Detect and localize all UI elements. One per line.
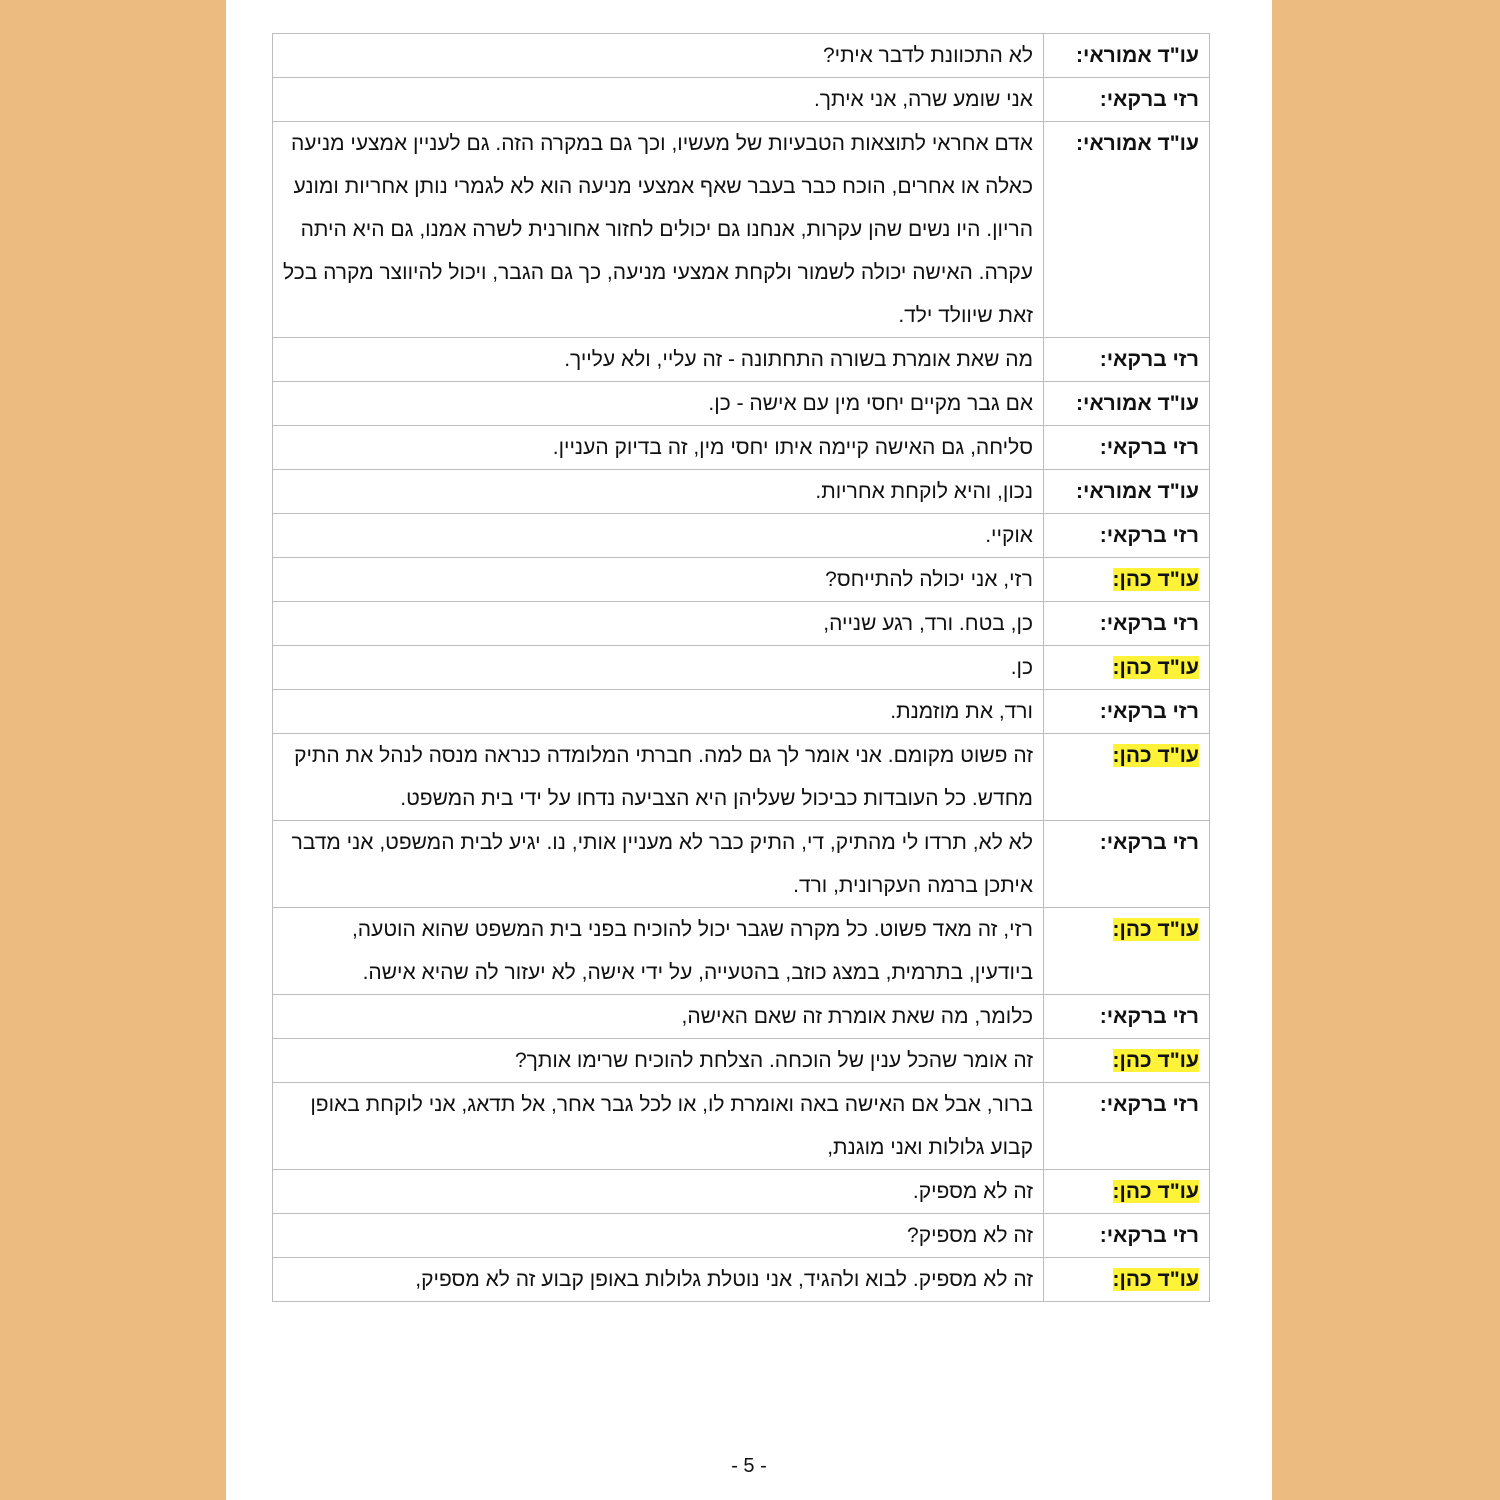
speaker-name: עו"ד אמוראי: [1076,132,1199,155]
speaker-cell [1044,646,1210,690]
transcript-row [273,514,1210,558]
speech-text: לא התכוונת לדבר איתי? [273,34,1044,78]
transcript-row [273,1214,1210,1258]
speech-text: אם גבר מקיים יחסי מין עם אישה - כן. [273,382,1044,426]
transcript-row [273,558,1210,602]
speech-text: אני שומע שרה, אני איתך. [273,78,1044,122]
document-page [226,0,1272,1500]
speech-text: ברור, אבל אם האישה באה ואומרת לו, או לכל גבר אחר, אל תדאג, אני לוקחת באופן קבוע גלולות ואני מוגנת, [273,1083,1044,1170]
speaker-name: רזי ברקאי: [1099,88,1199,111]
transcript-row [273,122,1210,338]
transcript-row [273,470,1210,514]
transcript-row [273,34,1210,78]
speaker-name: רזי ברקאי: [1099,1093,1199,1116]
speech-text: זה פשוט מקומם. אני אומר לך גם למה. חברתי המלומדה כנראה מנסה לנהל את התיק מחדש. כל העובדות כביכול שעליהן היא הצביעה נדחו על ידי בית המשפט. [273,734,1044,821]
speaker-name: עו"ד אמוראי: [1076,44,1199,67]
speaker-name: רזי ברקאי: [1099,612,1199,635]
speaker-cell [1044,1214,1210,1258]
speaker-cell [1044,78,1210,122]
speaker-name: עו"ד כהן: [1112,918,1199,941]
speech-text: סליחה, גם האישה קיימה איתו יחסי מין, זה בדיוק העניין. [273,426,1044,470]
speaker-cell [1044,558,1210,602]
speaker-name: עו"ד כהן: [1112,1049,1199,1072]
speech-text: מה שאת אומרת בשורה התחתונה - זה עליי, ולא עלייך. [273,338,1044,382]
speaker-name: רזי ברקאי: [1099,700,1199,723]
speaker-cell [1044,1258,1210,1302]
speaker-cell [1044,338,1210,382]
speaker-cell [1044,34,1210,78]
speaker-name: רזי ברקאי: [1099,348,1199,371]
speaker-cell [1044,995,1210,1039]
speech-text: כלומר, מה שאת אומרת זה שאם האישה, [273,995,1044,1039]
speaker-name: רזי ברקאי: [1099,831,1199,854]
transcript-row [273,908,1210,995]
speaker-cell [1044,382,1210,426]
speaker-cell [1044,1039,1210,1083]
speaker-cell [1044,1170,1210,1214]
transcript-row [273,690,1210,734]
speech-text: לא לא, תרדו לי מהתיק, די, התיק כבר לא מעניין אותי, נו. יגיע לבית המשפט, אני מדבר איתכן ברמה העקרונית, ורד. [273,821,1044,908]
speaker-cell [1044,426,1210,470]
transcript-row [273,995,1210,1039]
transcript-rows [273,34,1210,1302]
transcript-row [273,382,1210,426]
speaker-name: עו"ד כהן: [1112,744,1199,767]
speaker-name: עו"ד כהן: [1112,1268,1199,1291]
transcript-row [273,78,1210,122]
speech-text: זה לא מספיק. [273,1170,1044,1214]
transcript-row [273,426,1210,470]
transcript-row [273,1170,1210,1214]
speech-text: רזי, אני יכולה להתייחס? [273,558,1044,602]
transcript-row [273,1083,1210,1170]
transcript-row [273,1039,1210,1083]
speaker-name: עו"ד כהן: [1112,656,1199,679]
transcript-row [273,602,1210,646]
speaker-name: רזי ברקאי: [1099,1005,1199,1028]
transcript-row [273,646,1210,690]
speaker-name: עו"ד אמוראי: [1076,392,1199,415]
transcript-row [273,1258,1210,1302]
speaker-cell [1044,908,1210,995]
transcript-row [273,338,1210,382]
speech-text: כן. [273,646,1044,690]
page-number: - 5 - [731,1455,767,1477]
speaker-cell [1044,514,1210,558]
speaker-cell [1044,690,1210,734]
speaker-cell [1044,1083,1210,1170]
speaker-name: רזי ברקאי: [1099,436,1199,459]
speaker-name: עו"ד כהן: [1112,568,1199,591]
speaker-name: רזי ברקאי: [1099,1224,1199,1247]
speech-text: זה אומר שהכל ענין של הוכחה. הצלחת להוכיח שרימו אותך? [273,1039,1044,1083]
speaker-cell [1044,602,1210,646]
speech-text: כן, בטח. ורד, רגע שנייה, [273,602,1044,646]
transcript-row [273,821,1210,908]
speaker-cell [1044,470,1210,514]
speech-text: זה לא מספיק? [273,1214,1044,1258]
speech-text: זה לא מספיק. לבוא ולהגיד, אני נוטלת גלולות באופן קבוע זה לא מספיק, [273,1258,1044,1302]
speaker-cell [1044,122,1210,338]
speaker-name: רזי ברקאי: [1099,524,1199,547]
speaker-name: עו"ד כהן: [1112,1180,1199,1203]
speech-text: אדם אחראי לתוצאות הטבעיות של מעשיו, וכך גם במקרה הזה. גם לעניין אמצעי מניעה כאלה או אחרים, הוכח כבר בעבר שאף אמצעי מניעה הוא לא לגמרי נותן אחריות ומונע הריון. היו נשים שהן עקרות, אנחנו גם יכולים לחזור אחורנית לשרה אמנו, גם היא היתה עקרה. האישה יכולה לשמור ולקחת אמצעי מניעה, כך גם הגבר, ויכול להיווצר מקרה בכל זאת שיוולד ילד. [273,122,1044,338]
transcript-table [272,33,1210,1302]
speech-text: רזי, זה מאד פשוט. כל מקרה שגבר יכול להוכיח בפני בית המשפט שהוא הוטעה, ביודעין, בתרמית, במצג כוזב, בהטעייה, על ידי אישה, לא יעזור לה שהיא אישה. [273,908,1044,995]
speech-text: אוקיי. [273,514,1044,558]
speaker-cell [1044,821,1210,908]
speech-text: ורד, את מוזמנת. [273,690,1044,734]
transcript-row [273,734,1210,821]
speaker-cell [1044,734,1210,821]
speech-text: נכון, והיא לוקחת אחריות. [273,470,1044,514]
speaker-name: עו"ד אמוראי: [1076,480,1199,503]
